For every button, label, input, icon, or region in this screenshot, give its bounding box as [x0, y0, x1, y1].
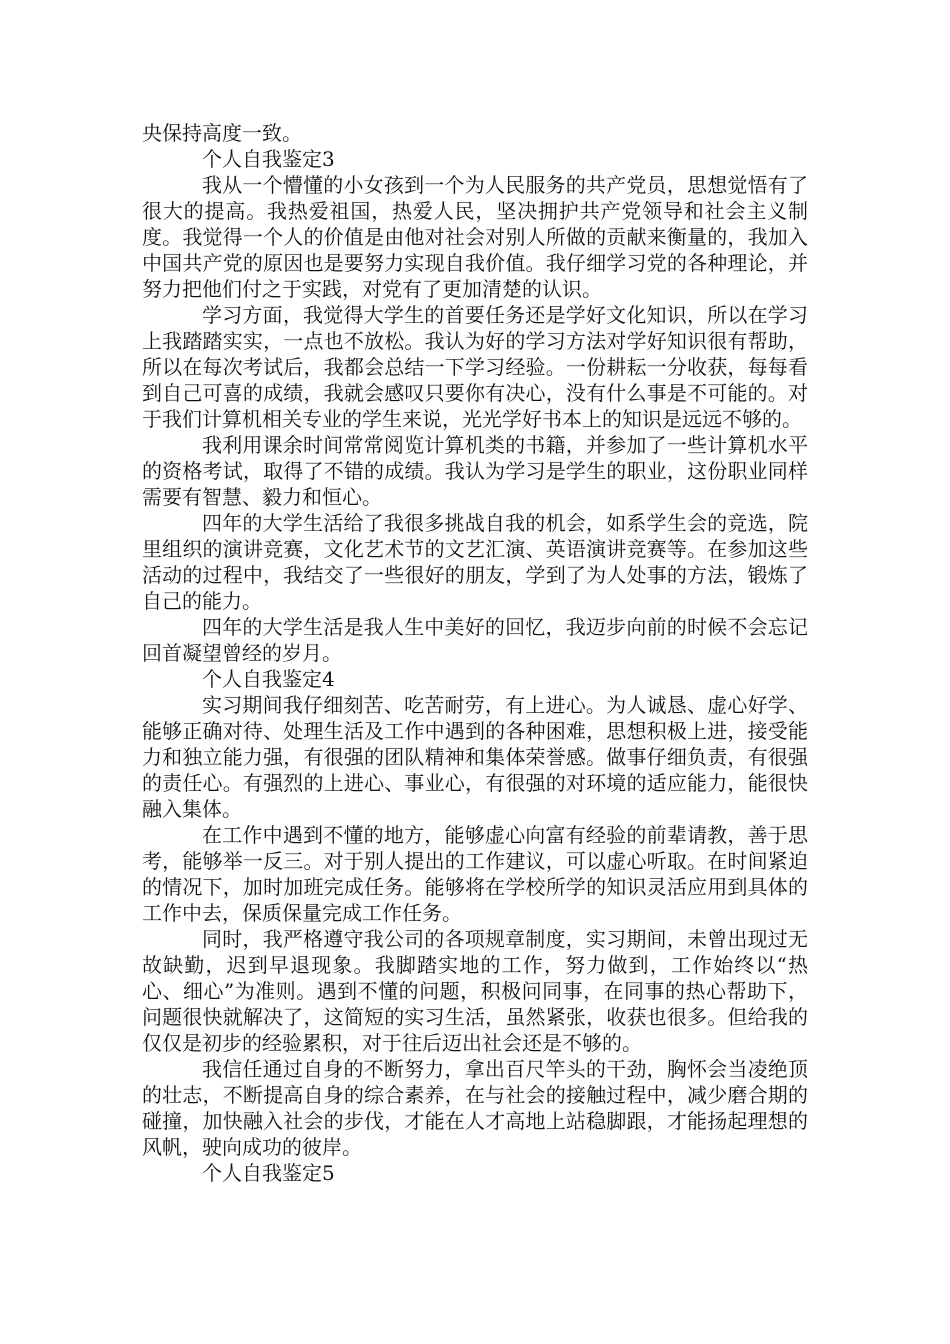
paragraph: 四年的大学生活是我人生中美好的回忆，我迈步向前的时候不会忘记回首凝望曾经的岁月。	[142, 615, 808, 665]
section-heading-4: 个人自我鉴定4	[202, 667, 335, 691]
paragraph: 学习方面，我觉得大学生的首要任务还是学好文化知识，所以在学习上我踏踏实实，一点也不放松。我认为好的学习方法对学好知识很有帮助，所以在每次考试后，我都会总结一下学习经验。一份耕耘一分收获，每每看到自己可喜的成绩，我就会感叹只要你有决心，没有什么事是不可能的。对于我们计算机相关专业的学生来说，光光学好书本上的知识是远远不够的。	[142, 303, 808, 431]
paragraph: 在工作中遇到不懂的地方，能够虚心向富有经验的前辈请教，善于思考，能够举一反三。对于别人提出的工作建议，可以虚心听取。在时间紧迫的情况下，加时加班完成任务。能够将在学校所学的知识灵活应用到具体的工作中去，保质保量完成工作任务。	[142, 823, 808, 925]
paragraph: 实习期间我仔细刻苦、吃苦耐劳，有上进心。为人诚恳、虚心好学、能够正确对待、处理生活及工作中遇到的各种困难，思想积极上进，接受能力和独立能力强，有很强的团队精神和集体荣誉感。做事仔细负责，有很强的责任心。有强烈的上进心、事业心，有很强的对环境的适应能力，能很快融入集体。	[142, 693, 808, 821]
paragraph: 四年的大学生活给了我很多挑战自我的机会，如系学生会的竞选，院里组织的演讲竞赛，文化艺术节的文艺汇演、英语演讲竞赛等。在参加这些活动的过程中，我结交了一些很好的朋友，学到了为人处事的方法，锻炼了自己的能力。	[142, 511, 808, 613]
paragraph: 我从一个懵懂的小女孩到一个为人民服务的共产党员，思想觉悟有了很大的提高。我热爱祖国，热爱人民，坚决拥护共产党领导和社会主义制度。我觉得一个人的价值是由他对社会对别人所做的贡献来衡量的，我加入中国共产党的原因也是要努力实现自我价值。我仔细学习党的各种理论，并努力把他们付之于实践，对党有了更加清楚的认识。	[142, 173, 808, 301]
paragraph: 同时，我严格遵守我公司的各项规章制度，实习期间，未曾出现过无故缺勤，迟到早退现象。我脚踏实地的工作，努力做到，工作始终以“热心、细心”为准则。遇到不懂的问题，积极问同事，在同事的热心帮助下，问题很快就解决了，这简短的实习生活，虽然紧张，收获也很多。但给我的仅仅是初步的经验累积，对于往后迈出社会还是不够的。	[142, 927, 808, 1055]
document-body	[142, 120, 808, 1186]
section-heading-3: 个人自我鉴定3	[202, 147, 335, 171]
paragraph-continuation: 央保持高度一致。	[142, 121, 302, 145]
section-heading-5: 个人自我鉴定5	[202, 1161, 335, 1185]
paragraph: 我信任通过自身的不断努力，拿出百尺竿头的干劲，胸怀会当凌绝顶的壮志，不断提高自身的综合素养，在与社会的接触过程中，减少磨合期的碰撞，加快融入社会的步伐，才能在人才高地上站稳脚跟，才能扬起理想的风帆，驶向成功的彼岸。	[142, 1057, 808, 1159]
paragraph: 我利用课余时间常常阅览计算机类的书籍，并参加了一些计算机水平的资格考试，取得了不错的成绩。我认为学习是学生的职业，这份职业同样需要有智慧、毅力和恒心。	[142, 433, 808, 509]
